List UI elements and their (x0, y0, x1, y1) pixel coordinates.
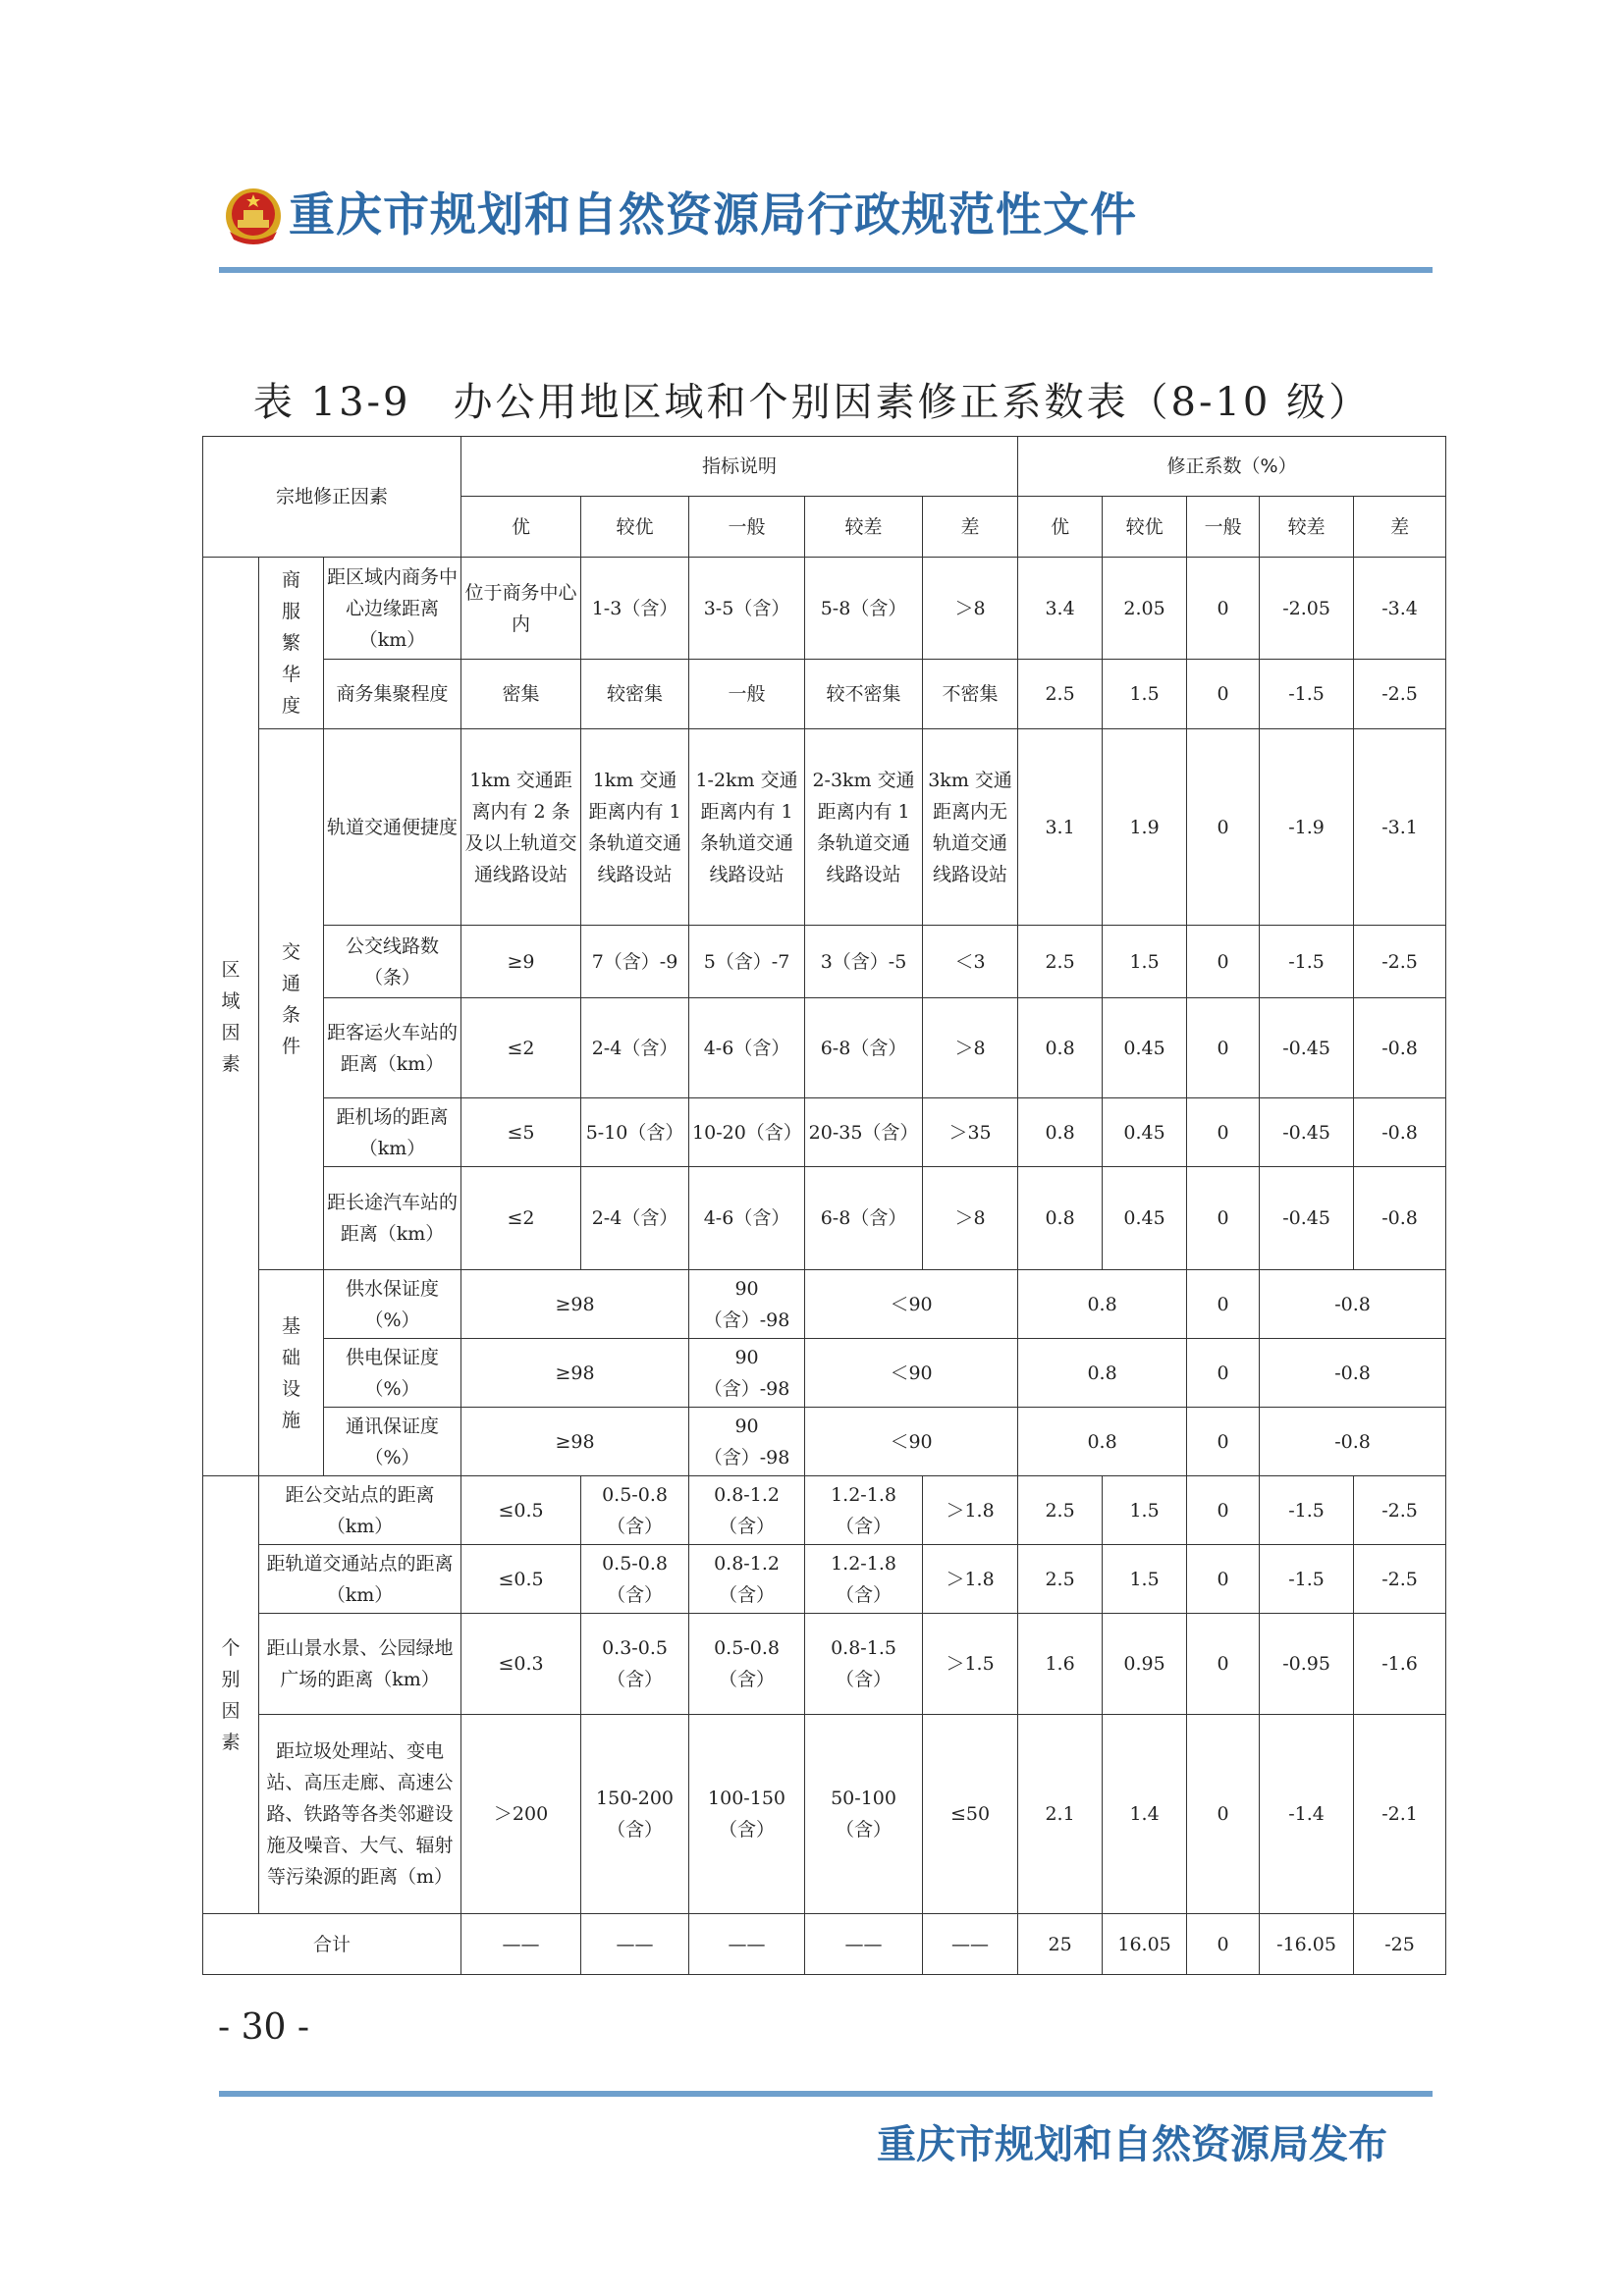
coefficient-cell: -3.4 (1354, 558, 1446, 660)
indicator-cell: 150-200（含） (581, 1715, 689, 1914)
footer-divider (219, 2091, 1433, 2097)
total-indicator-cell: —— (923, 1914, 1018, 1975)
coefficient-cell: 0.45 (1103, 1167, 1187, 1270)
indicator-cell: 1-2km 交通距离内有 1 条轨道交通线路设站 (689, 729, 805, 926)
indicator-cell: 0.3-0.5（含） (581, 1614, 689, 1715)
coefficient-cell: -0.45 (1260, 998, 1354, 1098)
indicator-cell: 一般 (689, 660, 805, 729)
coefficient-cell: -2.5 (1354, 660, 1446, 729)
factor-name: 公交线路数（条） (324, 926, 461, 998)
factor-name: 商务集聚程度 (324, 660, 461, 729)
factor-name: 距机场的距离（km） (324, 1098, 461, 1167)
indicator-cell: ＜90 (805, 1339, 1018, 1408)
coefficient-cell: 0 (1187, 1408, 1260, 1476)
coefficient-cell: -1.4 (1260, 1715, 1354, 1914)
indicator-cell: 0.5-0.8（含） (689, 1614, 805, 1715)
coefficient-cell: 0 (1187, 1167, 1260, 1270)
level-header: 一般 (689, 497, 805, 558)
level-header: 差 (1354, 497, 1446, 558)
coefficient-cell: -0.45 (1260, 1167, 1354, 1270)
coefficient-cell: 2.05 (1103, 558, 1187, 660)
coefficient-cell: 3.4 (1018, 558, 1103, 660)
coefficient-cell: 2.5 (1018, 1545, 1103, 1614)
indicator-cell: 90（含）-98 (689, 1270, 805, 1339)
subgroup-traffic: 交 通 条 件 (259, 729, 324, 1270)
coefficient-cell: -1.5 (1260, 660, 1354, 729)
page-number: - 30 - (218, 2007, 310, 2048)
indicator-cell: 3（含）-5 (805, 926, 923, 998)
indicator-cell: ＞8 (923, 1167, 1018, 1270)
indicator-cell: 3km 交通距离内无轨道交通线路设站 (923, 729, 1018, 926)
subgroup-commerce: 商 服 繁 华 度 (259, 558, 324, 729)
total-coefficient-cell: 0 (1187, 1914, 1260, 1975)
coefficient-cell: 0.45 (1103, 1098, 1187, 1167)
indicator-cell: 1.2-1.8（含） (805, 1545, 923, 1614)
total-coefficient-cell: -25 (1354, 1914, 1446, 1975)
coefficient-cell: 1.5 (1103, 926, 1187, 998)
table-title: 表 13-9 办公用地区域和个别因素修正系数表（8-10 级） (252, 380, 1372, 425)
total-indicator-cell: —— (805, 1914, 923, 1975)
indicator-cell: ≤5 (461, 1098, 581, 1167)
coefficient-cell: -0.8 (1260, 1408, 1446, 1476)
group-region: 区 域 因 素 (203, 558, 259, 1476)
coefficient-cell: 2.1 (1018, 1715, 1103, 1914)
coefficient-cell: 0 (1187, 1614, 1260, 1715)
total-coefficient-cell: -16.05 (1260, 1914, 1354, 1975)
factor-name: 距垃圾处理站、变电站、高压走廊、高速公路、铁路等各类邻避设施及噪音、大气、辐射等污染源的距离（m） (259, 1715, 461, 1914)
indicator-cell: 2-4（含） (581, 998, 689, 1098)
indicator-cell: 位于商务中心内 (461, 558, 581, 660)
coefficient-cell: 1.5 (1103, 1476, 1187, 1545)
indicator-cell: 7（含）-9 (581, 926, 689, 998)
factor-name: 距公交站点的距离（km） (259, 1476, 461, 1545)
factor-name: 距轨道交通站点的距离（km） (259, 1545, 461, 1614)
indicator-cell: ＜3 (923, 926, 1018, 998)
coefficient-cell: 0.8 (1018, 1167, 1103, 1270)
coefficient-cell: 0 (1187, 998, 1260, 1098)
indicator-cell: ≥98 (461, 1339, 689, 1408)
coefficient-cell: 1.9 (1103, 729, 1187, 926)
coefficient-cell: 0 (1187, 1270, 1260, 1339)
indicator-cell: ≤2 (461, 1167, 581, 1270)
factor-name: 供水保证度（%） (324, 1270, 461, 1339)
coefficient-cell: -2.5 (1354, 1545, 1446, 1614)
indicator-cell: 0.8-1.5（含） (805, 1614, 923, 1715)
subgroup-infrastructure: 基 础 设 施 (259, 1270, 324, 1476)
indicator-cell: 100-150（含） (689, 1715, 805, 1914)
level-header: 一般 (1187, 497, 1260, 558)
indicator-cell: 1km 交通距离内有 1 条轨道交通线路设站 (581, 729, 689, 926)
indicator-cell: ≤0.3 (461, 1614, 581, 1715)
coefficient-cell: 1.5 (1103, 660, 1187, 729)
factor-name: 距区域内商务中心边缘距离（km） (324, 558, 461, 660)
indicator-cell: ≥9 (461, 926, 581, 998)
indicator-cell: 90（含）-98 (689, 1339, 805, 1408)
coefficient-cell: -2.1 (1354, 1715, 1446, 1914)
coefficient-cell: -0.45 (1260, 1098, 1354, 1167)
indicator-cell: 0.5-0.8（含） (581, 1476, 689, 1545)
coefficient-cell: 0.95 (1103, 1614, 1187, 1715)
level-header: 较差 (805, 497, 923, 558)
indicator-cell: 密集 (461, 660, 581, 729)
indicator-cell: 1-3（含） (581, 558, 689, 660)
header-divider (219, 267, 1433, 273)
coefficient-cell: 0.8 (1018, 1339, 1187, 1408)
coefficient-cell: 1.6 (1018, 1614, 1103, 1715)
coefficient-cell: -0.95 (1260, 1614, 1354, 1715)
indicator-cell: 5-8（含） (805, 558, 923, 660)
factor-name: 距山景水景、公园绿地广场的距离（km） (259, 1614, 461, 1715)
indicator-cell: ＞35 (923, 1098, 1018, 1167)
total-indicator-cell: —— (461, 1914, 581, 1975)
factor-name: 距客运火车站的距离（km） (324, 998, 461, 1098)
coefficient-cell: -0.8 (1354, 1098, 1446, 1167)
coefficient-cell: 0 (1187, 1339, 1260, 1408)
coefficient-cell: -1.5 (1260, 1476, 1354, 1545)
indicator-cell: ≤0.5 (461, 1476, 581, 1545)
level-header: 优 (461, 497, 581, 558)
coefficient-cell: 3.1 (1018, 729, 1103, 926)
coefficient-cell: -0.8 (1354, 998, 1446, 1098)
indicator-cell: ＞200 (461, 1715, 581, 1914)
indicator-cell: 0.8-1.2（含） (689, 1545, 805, 1614)
coefficient-cell: 0.45 (1103, 998, 1187, 1098)
coefficient-cell: 0.8 (1018, 1270, 1187, 1339)
indicator-cell: 6-8（含） (805, 1167, 923, 1270)
total-coefficient-cell: 16.05 (1103, 1914, 1187, 1975)
indicator-cell: 4-6（含） (689, 1167, 805, 1270)
indicator-cell: ＞1.5 (923, 1614, 1018, 1715)
total-indicator-cell: —— (581, 1914, 689, 1975)
level-header: 优 (1018, 497, 1103, 558)
group-individual: 个 别 因 素 (203, 1476, 259, 1914)
coefficient-cell: 2.5 (1018, 1476, 1103, 1545)
national-emblem-icon (224, 187, 283, 245)
coefficient-cell: 0 (1187, 1715, 1260, 1914)
coefficient-cell: 2.5 (1018, 926, 1103, 998)
total-label: 合计 (203, 1914, 461, 1975)
coefficient-cell: -1.5 (1260, 1545, 1354, 1614)
indicator-cell: 0.8-1.2（含） (689, 1476, 805, 1545)
coefficient-cell: 0 (1187, 1476, 1260, 1545)
factor-name: 轨道交通便捷度 (324, 729, 461, 926)
indicator-cell: 90（含）-98 (689, 1408, 805, 1476)
correction-coefficient-table (202, 436, 1446, 1975)
indicator-cell: ＞1.8 (923, 1545, 1018, 1614)
indicator-cell: 10-20（含） (689, 1098, 805, 1167)
indicator-cell: 不密集 (923, 660, 1018, 729)
coefficient-cell: -0.8 (1260, 1270, 1446, 1339)
total-coefficient-cell: 25 (1018, 1914, 1103, 1975)
indicator-cell: 0.5-0.8（含） (581, 1545, 689, 1614)
header-title: 重庆市规划和自然资源局行政规范性文件 (289, 188, 1137, 242)
coefficient-cell: 0.8 (1018, 1408, 1187, 1476)
indicator-cell: 50-100（含） (805, 1715, 923, 1914)
coefficient-cell: -3.1 (1354, 729, 1446, 926)
document-header (224, 182, 1432, 250)
indicator-cell: ＞8 (923, 558, 1018, 660)
indicator-cell: ≥98 (461, 1270, 689, 1339)
indicator-cell: 3-5（含） (689, 558, 805, 660)
coefficient-cell: 0 (1187, 558, 1260, 660)
level-header: 较差 (1260, 497, 1354, 558)
indicator-cell: ≥98 (461, 1408, 689, 1476)
coefficient-cell: -1.5 (1260, 926, 1354, 998)
indicator-cell: ≤0.5 (461, 1545, 581, 1614)
coefficient-cell: 0.8 (1018, 998, 1103, 1098)
level-header: 较优 (1103, 497, 1187, 558)
coefficient-cell: 0 (1187, 1098, 1260, 1167)
coefficient-cell: 0.8 (1018, 1098, 1103, 1167)
coefficient-cell: 1.5 (1103, 1545, 1187, 1614)
indicator-cell: 较不密集 (805, 660, 923, 729)
factor-name: 距长途汽车站的距离（km） (324, 1167, 461, 1270)
level-header: 较优 (581, 497, 689, 558)
indicator-cell: ＜90 (805, 1270, 1018, 1339)
coefficient-cell: 0 (1187, 926, 1260, 998)
coefficient-cell: 2.5 (1018, 660, 1103, 729)
indicator-cell: ＞1.8 (923, 1476, 1018, 1545)
indicator-cell: 5（含）-7 (689, 926, 805, 998)
coefficient-cell: -1.6 (1354, 1614, 1446, 1715)
coefficient-cell: 0 (1187, 729, 1260, 926)
indicator-cell: 较密集 (581, 660, 689, 729)
indicator-cell: 20-35（含） (805, 1098, 923, 1167)
header-factor: 宗地修正因素 (203, 437, 461, 558)
footer-publisher: 重庆市规划和自然资源局发布 (877, 2122, 1387, 2167)
coefficient-cell: -1.9 (1260, 729, 1354, 926)
indicator-cell: ≤2 (461, 998, 581, 1098)
indicator-cell: 1.2-1.8（含） (805, 1476, 923, 1545)
indicator-cell: 5-10（含） (581, 1098, 689, 1167)
indicator-cell: 2-4（含） (581, 1167, 689, 1270)
level-header: 差 (923, 497, 1018, 558)
indicator-cell: ≤50 (923, 1715, 1018, 1914)
indicator-cell: ＞8 (923, 998, 1018, 1098)
indicator-cell: ＜90 (805, 1408, 1018, 1476)
coefficient-cell: -2.5 (1354, 926, 1446, 998)
header-indicator: 指标说明 (461, 437, 1018, 497)
coefficient-cell: -0.8 (1354, 1167, 1446, 1270)
coefficient-cell: 0 (1187, 1545, 1260, 1614)
coefficient-cell: -0.8 (1260, 1339, 1446, 1408)
coefficient-cell: -2.5 (1354, 1476, 1446, 1545)
coefficient-cell: 1.4 (1103, 1715, 1187, 1914)
indicator-cell: 4-6（含） (689, 998, 805, 1098)
indicator-cell: 1km 交通距离内有 2 条及以上轨道交通线路设站 (461, 729, 581, 926)
total-indicator-cell: —— (689, 1914, 805, 1975)
coefficient-cell: -2.05 (1260, 558, 1354, 660)
header-coefficient: 修正系数（%） (1018, 437, 1446, 497)
indicator-cell: 6-8（含） (805, 998, 923, 1098)
factor-name: 通讯保证度（%） (324, 1408, 461, 1476)
indicator-cell: 2-3km 交通距离内有 1 条轨道交通线路设站 (805, 729, 923, 926)
coefficient-cell: 0 (1187, 660, 1260, 729)
factor-name: 供电保证度（%） (324, 1339, 461, 1408)
